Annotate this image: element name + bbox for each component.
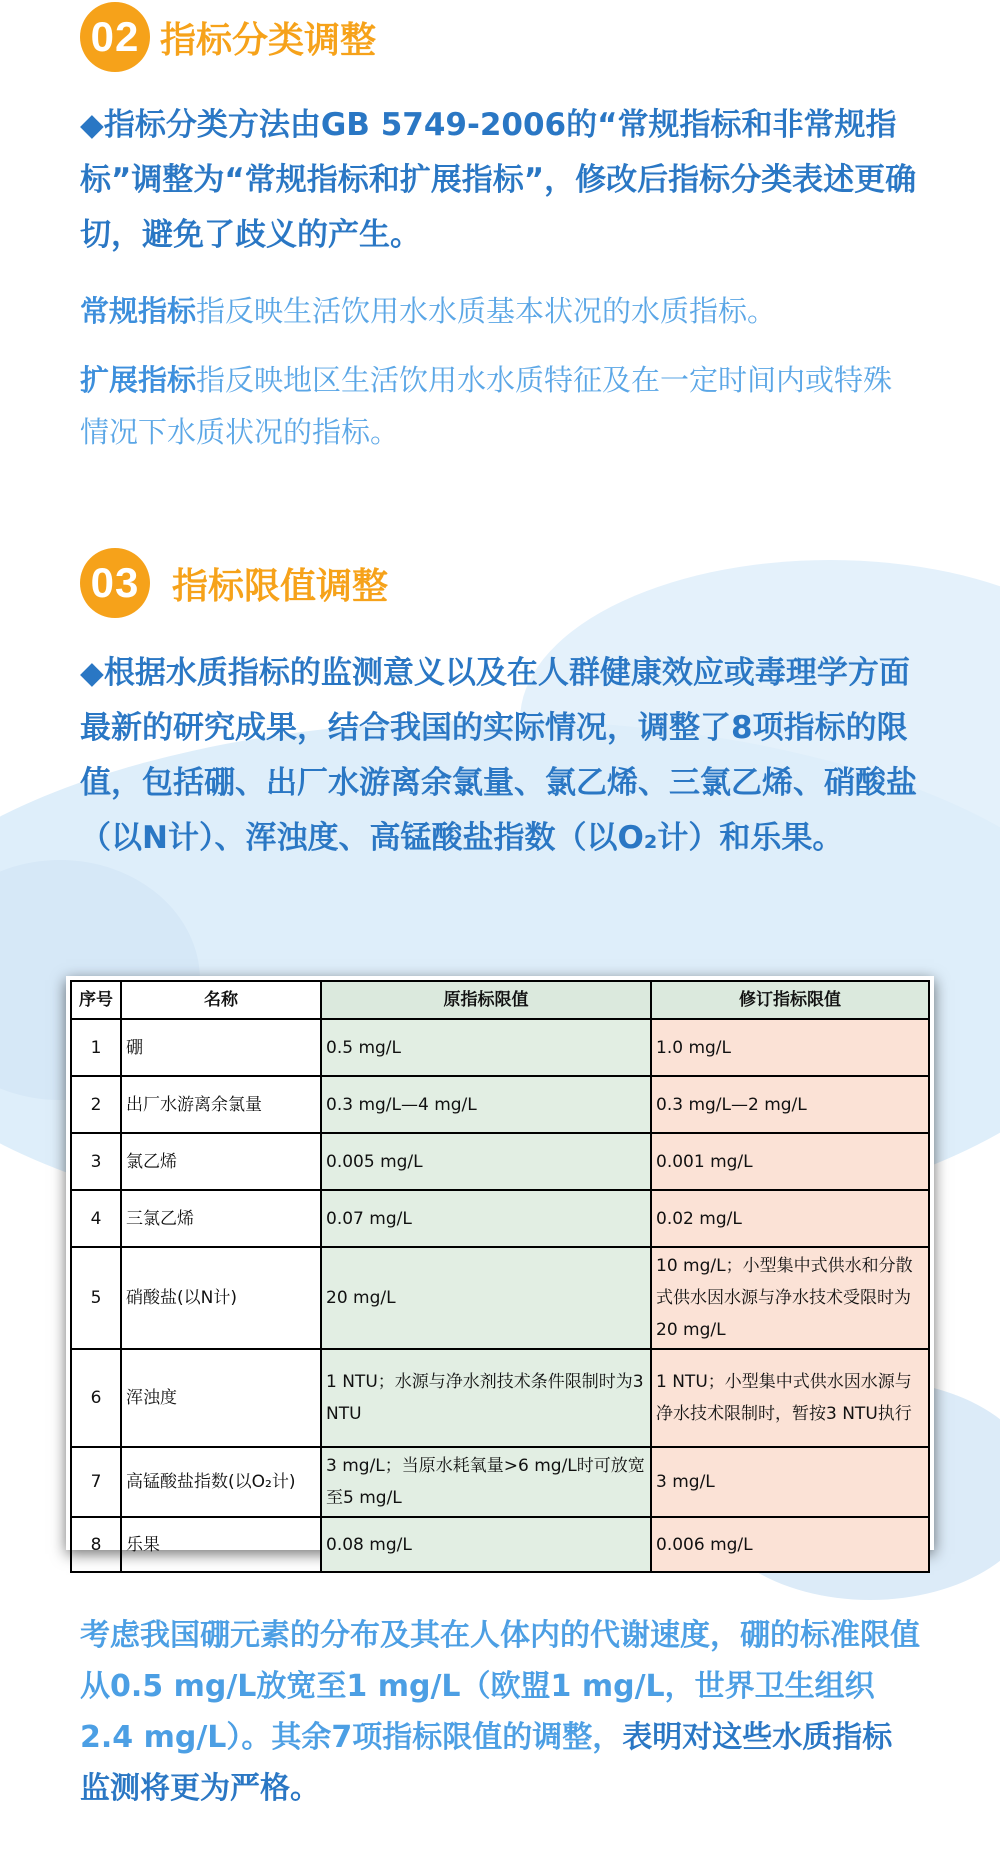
section-2-number-badge: 02 [80,2,150,72]
header-name: 名称 [121,981,321,1019]
table-row [71,1247,929,1349]
limits-table-card [66,976,934,1555]
header-index: 序号 [71,981,121,1019]
row-revised-limit: 1 NTU；小型集中式供水因水源与净水技术限制时，暂按3 NTU执行 [651,1349,929,1447]
row-index: 7 [71,1447,121,1517]
limits-table [70,980,930,1573]
row-original-limit: 20 mg/L [321,1247,651,1349]
row-name: 硼 [121,1019,321,1076]
routine-indicator-definition [80,285,920,337]
row-revised-limit: 0.3 mg/L—2 mg/L [651,1076,929,1133]
section-2-title: 指标分类调整 [160,19,377,61]
row-index: 1 [71,1019,121,1076]
row-original-limit: 0.005 mg/L [321,1133,651,1190]
row-original-limit: 1 NTU；水源与净水剂技术条件限制时为3 NTU [321,1349,651,1447]
routine-indicator-desc: 指反映生活饮用水水质基本状况的水质指标。 [196,294,777,328]
row-revised-limit: 1.0 mg/L [651,1019,929,1076]
row-original-limit: 0.08 mg/L [321,1517,651,1572]
row-name: 硝酸盐(以N计) [121,1247,321,1349]
conclusion-paragraph [80,1610,920,1814]
row-original-limit: 0.5 mg/L [321,1019,651,1076]
row-name: 出厂水游离余氯量 [121,1076,321,1133]
row-index: 4 [71,1190,121,1247]
row-name: 浑浊度 [121,1349,321,1447]
section-2-main-text: ◆指标分类方法由GB 5749-2006的“常规指标和非常规指标”调整为“常规指标和扩展指标”，修改后指标分类表述更确切，避免了歧义的产生。 [80,107,917,253]
extended-indicator-desc: 指反映地区生活饮用水水质特征及在一定时间内或特殊情况下水质状况的指标。 [80,363,893,449]
header-revised-limit: 修订指标限值 [651,981,929,1019]
row-revised-limit: 0.02 mg/L [651,1190,929,1247]
section-3-number-badge: 03 [80,548,150,618]
row-index: 2 [71,1076,121,1133]
header-original-limit: 原指标限值 [321,981,651,1019]
routine-indicator-term: 常规指标 [80,294,197,328]
row-name: 氯乙烯 [121,1133,321,1190]
row-index: 3 [71,1133,121,1190]
section-2-header [80,2,376,72]
row-revised-limit: 10 mg/L；小型集中式供水和分散式供水因水源与净水技术受限时为20 mg/L [651,1247,929,1349]
table-row [71,1349,929,1447]
table-header-row [71,981,929,1019]
row-name: 乐果 [121,1517,321,1572]
extended-indicator-term: 扩展指标 [80,363,197,397]
row-revised-limit: 0.006 mg/L [651,1517,929,1572]
table-row [71,1517,929,1572]
row-name: 三氯乙烯 [121,1190,321,1247]
table-row [71,1447,929,1517]
row-index: 5 [71,1247,121,1349]
section-3-title: 指标限值调整 [172,565,389,607]
row-original-limit: 0.07 mg/L [321,1190,651,1247]
row-index: 8 [71,1517,121,1572]
row-revised-limit: 3 mg/L [651,1447,929,1517]
table-row [71,1133,929,1190]
row-revised-limit: 0.001 mg/L [651,1133,929,1190]
row-name: 高锰酸盐指数(以O₂计) [121,1447,321,1517]
row-original-limit: 3 mg/L；当原水耗氧量>6 mg/L时可放宽至5 mg/L [321,1447,651,1517]
table-row [71,1076,929,1133]
extended-indicator-definition [80,354,920,458]
table-row [71,1190,929,1247]
row-index: 6 [71,1349,121,1447]
table-row [71,1019,929,1076]
conclusion-emphasis: 表明对这些水质指标监测将更为严格。 [80,1720,893,1806]
row-original-limit: 0.3 mg/L—4 mg/L [321,1076,651,1133]
section-3-header [80,548,388,618]
section-3-main-text: ◆根据水质指标的监测意义以及在人群健康效应或毒理学方面最新的研究成果，结合我国的实际情况，调整了8项指标的限值，包括硼、出厂水游离余氯量、氯乙烯、三氯乙烯、硝酸盐（以N计）、浑浊度、高锰酸盐指数（以O₂计）和乐果。 [80,655,917,856]
conclusion-text: 考虑我国硼元素的分布及其在人体内的代谢速度，硼的标准限值从0.5 mg/L放宽至1 mg/L（欧盟1 mg/L，世界卫生组织2.4 mg/L）。其余7项指标限值的调整， [80,1618,920,1755]
